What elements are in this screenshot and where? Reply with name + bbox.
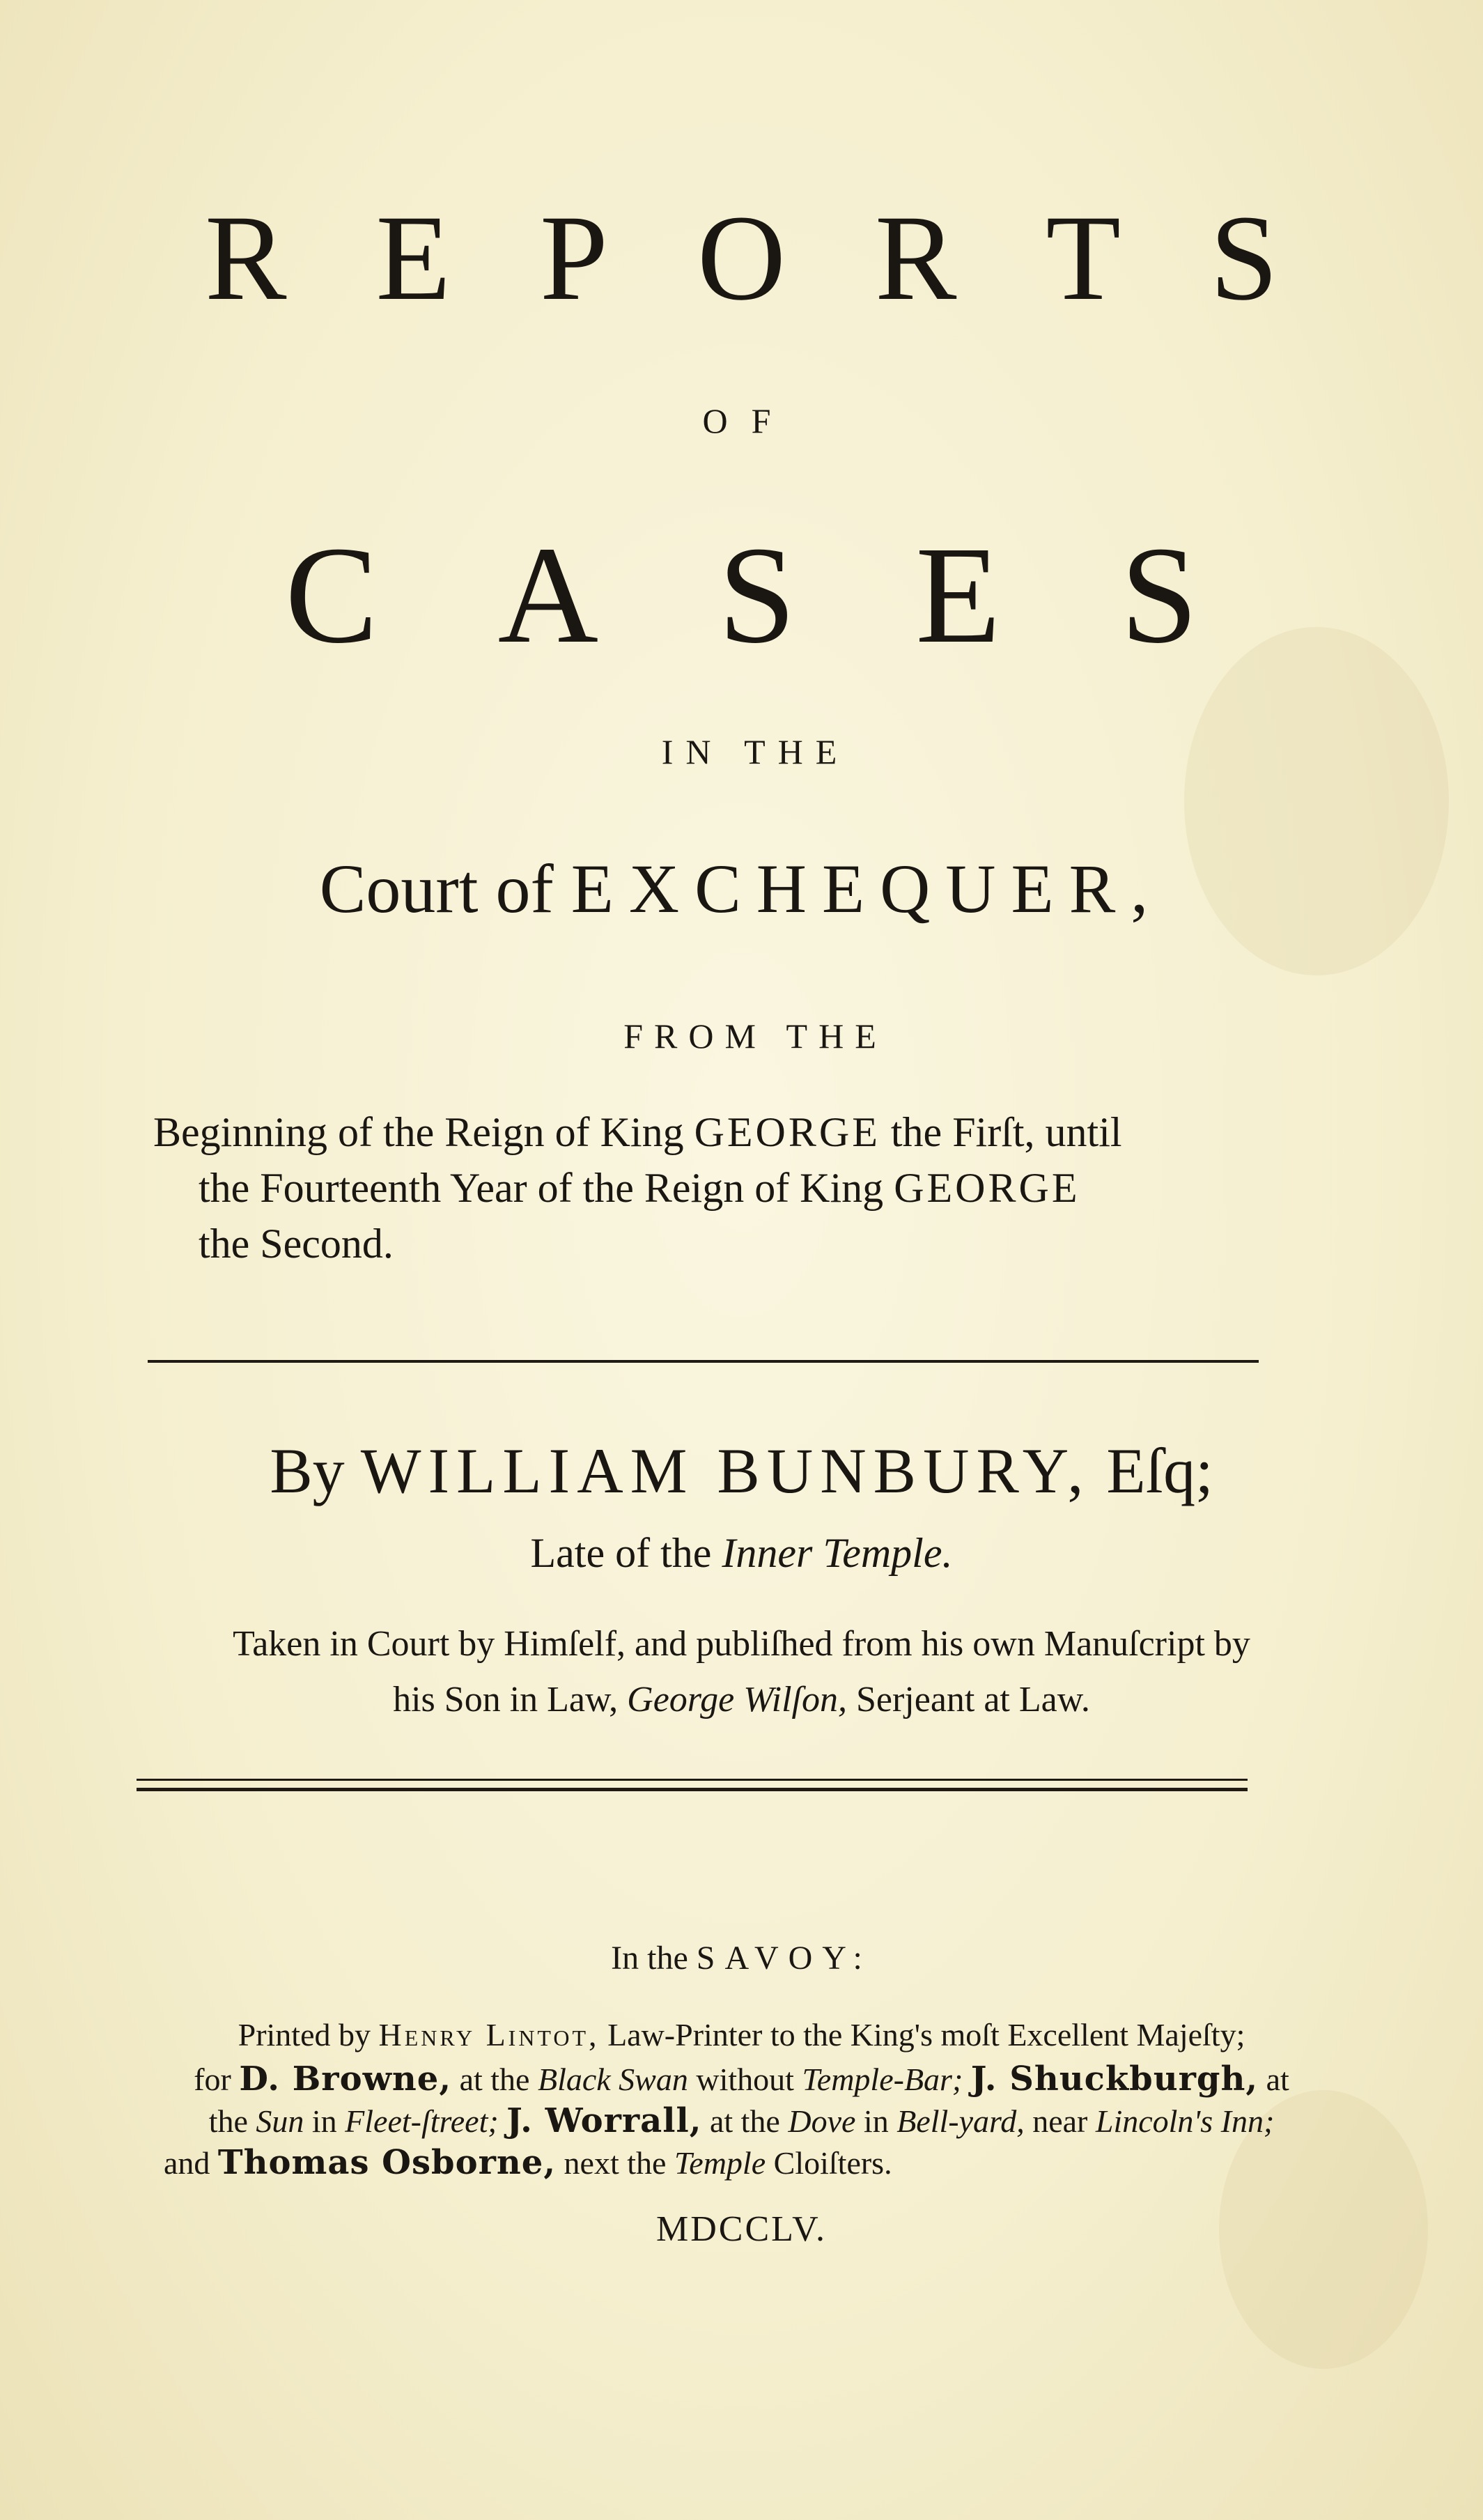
shop-place: Temple-Bar; xyxy=(802,2062,963,2097)
imprint-line-1 xyxy=(0,2016,1483,2053)
imprint-text: next the xyxy=(564,2145,667,2181)
title-letter: R xyxy=(875,190,957,326)
bookseller-name: J. Shuckburgh, xyxy=(970,2059,1259,2098)
king-name: GEORGE xyxy=(894,1165,1080,1211)
double-rule-top xyxy=(137,1779,1248,1781)
taken-text: his Son in Law, xyxy=(393,1680,619,1719)
imprint-text: Cloiſters. xyxy=(773,2145,892,2181)
title-from-the: FROM THE xyxy=(623,1016,887,1056)
court-heading xyxy=(0,849,1483,929)
bookseller-name: J. Worrall, xyxy=(506,2101,702,2140)
title-letter: S xyxy=(718,518,796,672)
title-letter: E xyxy=(915,518,1001,672)
title-in-the: IN THE xyxy=(661,732,850,771)
taken-line-2 xyxy=(0,1679,1483,1720)
period-line-2 xyxy=(199,1160,1080,1216)
shop-sign: Dove xyxy=(788,2103,856,2139)
savoy-line xyxy=(0,1939,1483,1977)
divider-rule xyxy=(148,1360,1259,1363)
title-letter: S xyxy=(1209,190,1278,326)
title-letter: P xyxy=(540,190,608,326)
bookseller-name: Thomas Osborne, xyxy=(217,2143,557,2182)
author-name: WILLIAM BUNBURY, xyxy=(360,1435,1091,1506)
imprint-text: at the xyxy=(709,2103,780,2139)
title-letter: T xyxy=(1046,190,1121,326)
title-reports xyxy=(0,188,1483,329)
king-name: GEORGE xyxy=(694,1109,880,1155)
period-line-3: the Second. xyxy=(199,1221,394,1267)
shop-place: Bell-yard, xyxy=(896,2103,1025,2139)
publication-year: MDCCLV. xyxy=(656,2209,827,2249)
shop-sign: Black Swan xyxy=(537,2062,688,2097)
savoy-prefix: In the xyxy=(611,1940,688,1977)
taken-text: Serjeant at Law. xyxy=(855,1680,1090,1719)
shop-place: Fleet-ſtreet; xyxy=(345,2103,499,2139)
period-text: the Fourteenth Year of the Reign of King xyxy=(199,1165,884,1211)
taken-line-1: Taken in Court by Himſelf, and publiſhed from his own Manuſcript by xyxy=(233,1624,1250,1664)
title-letter: C xyxy=(285,518,378,672)
author-line xyxy=(0,1434,1483,1508)
title-letter: E xyxy=(375,190,451,326)
period-text: the Firſt, until xyxy=(890,1109,1122,1155)
title-letter: O xyxy=(697,190,786,326)
period-text: Beginning of the Reign of King xyxy=(153,1109,684,1155)
by-label: By xyxy=(270,1435,345,1506)
savoy-place: SAVOY: xyxy=(696,1940,872,1977)
imprint-text: the xyxy=(208,2103,248,2139)
imprint-text: at xyxy=(1266,2062,1289,2097)
imprint-text: for xyxy=(194,2062,231,2097)
court-prefix: Court of xyxy=(319,850,554,927)
imprint-line-4 xyxy=(164,2143,892,2182)
author-suffix: Eſq; xyxy=(1106,1435,1213,1506)
imprint-text: Printed by xyxy=(238,2017,371,2053)
imprint-line-2 xyxy=(0,2059,1483,2098)
shop-place: Temple xyxy=(674,2145,766,2181)
imprint-line-3 xyxy=(0,2101,1483,2140)
title-cases xyxy=(0,516,1483,675)
shop-place: Lincoln's Inn; xyxy=(1095,2103,1275,2139)
late-of-line xyxy=(0,1529,1483,1577)
double-rule-bottom xyxy=(137,1788,1248,1791)
title-of: OF xyxy=(702,401,795,440)
imprint-text: without xyxy=(696,2062,794,2097)
title-letter: A xyxy=(497,518,599,672)
imprint-text: at the xyxy=(459,2062,530,2097)
late-place: Inner Temple. xyxy=(722,1530,953,1576)
title-letter: S xyxy=(1120,518,1198,672)
period-line-1 xyxy=(153,1104,1122,1160)
editor-name: George Wilſon, xyxy=(627,1680,847,1719)
court-name: EXCHEQUER, xyxy=(570,850,1164,927)
imprint-text: near xyxy=(1032,2103,1088,2139)
imprint-text: in xyxy=(311,2103,337,2139)
printer-name: Henry Lintot, xyxy=(378,2017,600,2053)
bookseller-name: D. Browne, xyxy=(239,2059,452,2098)
imprint-text: and xyxy=(164,2145,210,2181)
shop-sign: Sun xyxy=(256,2103,304,2139)
imprint-text: Law-Printer to the King's moſt Excellent Majeſty; xyxy=(607,2017,1245,2053)
late-prefix: Late of the xyxy=(530,1530,712,1576)
title-letter: R xyxy=(205,190,287,326)
imprint-text: in xyxy=(863,2103,889,2139)
